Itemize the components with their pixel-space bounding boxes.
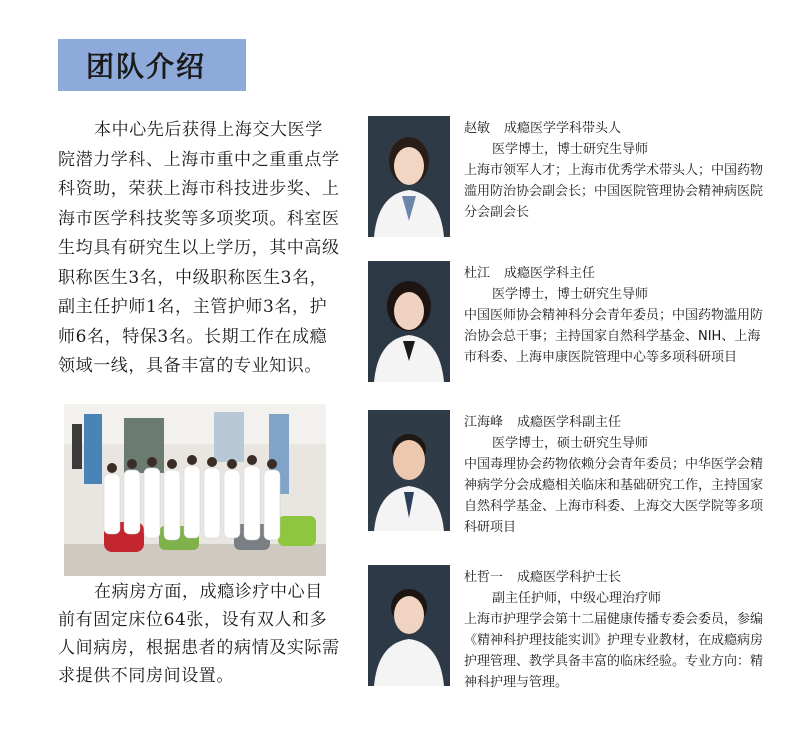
member-degree: 医学博士，博士研究生导师 bbox=[492, 287, 649, 302]
member-name: 杜哲一 bbox=[464, 570, 504, 585]
member-description: 上海市护理学会第十二届健康传播专委会委员，参编《精神科护理技能实训》护理专业教材，在成瘾病房护理管理、教学具备丰富的临床经验。专业方向：精神科护理与管理。 bbox=[464, 612, 764, 690]
member-description: 中国医师协会精神科分会青年委员；中国药物滥用防治协会总干事；主持国家自然科学基金、NIH、上海市科委、上海申康医院管理中心等多项科研项目 bbox=[464, 308, 764, 365]
member-description: 上海市领军人才；上海市优秀学术带头人；中国药物滥用防治协会副会长；中国医院管理协会精神病医院分会副会长 bbox=[464, 163, 764, 220]
member-role: 成瘾医学学科带头人 bbox=[504, 121, 622, 136]
member-role: 成瘾医学科副主任 bbox=[517, 415, 622, 430]
member-name: 江海峰 bbox=[464, 415, 504, 430]
section-title: 团队介绍 bbox=[86, 50, 207, 83]
portrait-photo bbox=[368, 410, 450, 531]
member-role: 成瘾医学科主任 bbox=[504, 266, 596, 281]
member-description: 中国毒理协会药物依赖分会青年委员；中华医学会精神病学分会成瘾相关临床和基础研究工作，主持国家自然科学基金、上海市科委、上海交大医学院等多项科研项目 bbox=[464, 457, 764, 535]
member-info bbox=[464, 567, 764, 693]
team-group-photo bbox=[64, 404, 326, 576]
portrait-photo bbox=[368, 116, 450, 237]
ward-paragraph: 在病房方面，成瘾诊疗中心目前有固定床位64张，设有双人和多人间病房，根据患者的病情及实际需求提供不同房间设置。 bbox=[58, 582, 340, 686]
section-title-banner bbox=[58, 39, 246, 91]
member-role: 成瘾医学科护士长 bbox=[517, 570, 622, 585]
member-info bbox=[464, 412, 764, 538]
intro-paragraph: 本中心先后获得上海交大医学院潜力学科、上海市重中之重重点学科资助，荣获上海市科技进步奖、上海市医学科技奖等多项奖项。科室医生均具有研究生以上学历，其中高级职称医生3名，中级职称医生3名，副主任护师1名，主管护师3名，护师6名，特保3名。长期工作在成瘾领域一线，具备丰富的专业知识。 bbox=[58, 120, 340, 376]
member-degree: 副主任护师，中级心理治疗师 bbox=[492, 591, 662, 606]
member-name: 杜江 bbox=[464, 266, 491, 281]
member-info bbox=[464, 263, 764, 368]
member-name: 赵敏 bbox=[464, 121, 491, 136]
portrait-photo bbox=[368, 261, 450, 382]
member-degree: 医学博士，硕士研究生导师 bbox=[492, 436, 649, 451]
member-info bbox=[464, 118, 764, 223]
portrait-photo bbox=[368, 565, 450, 686]
member-degree: 医学博士，博士研究生导师 bbox=[492, 142, 649, 157]
